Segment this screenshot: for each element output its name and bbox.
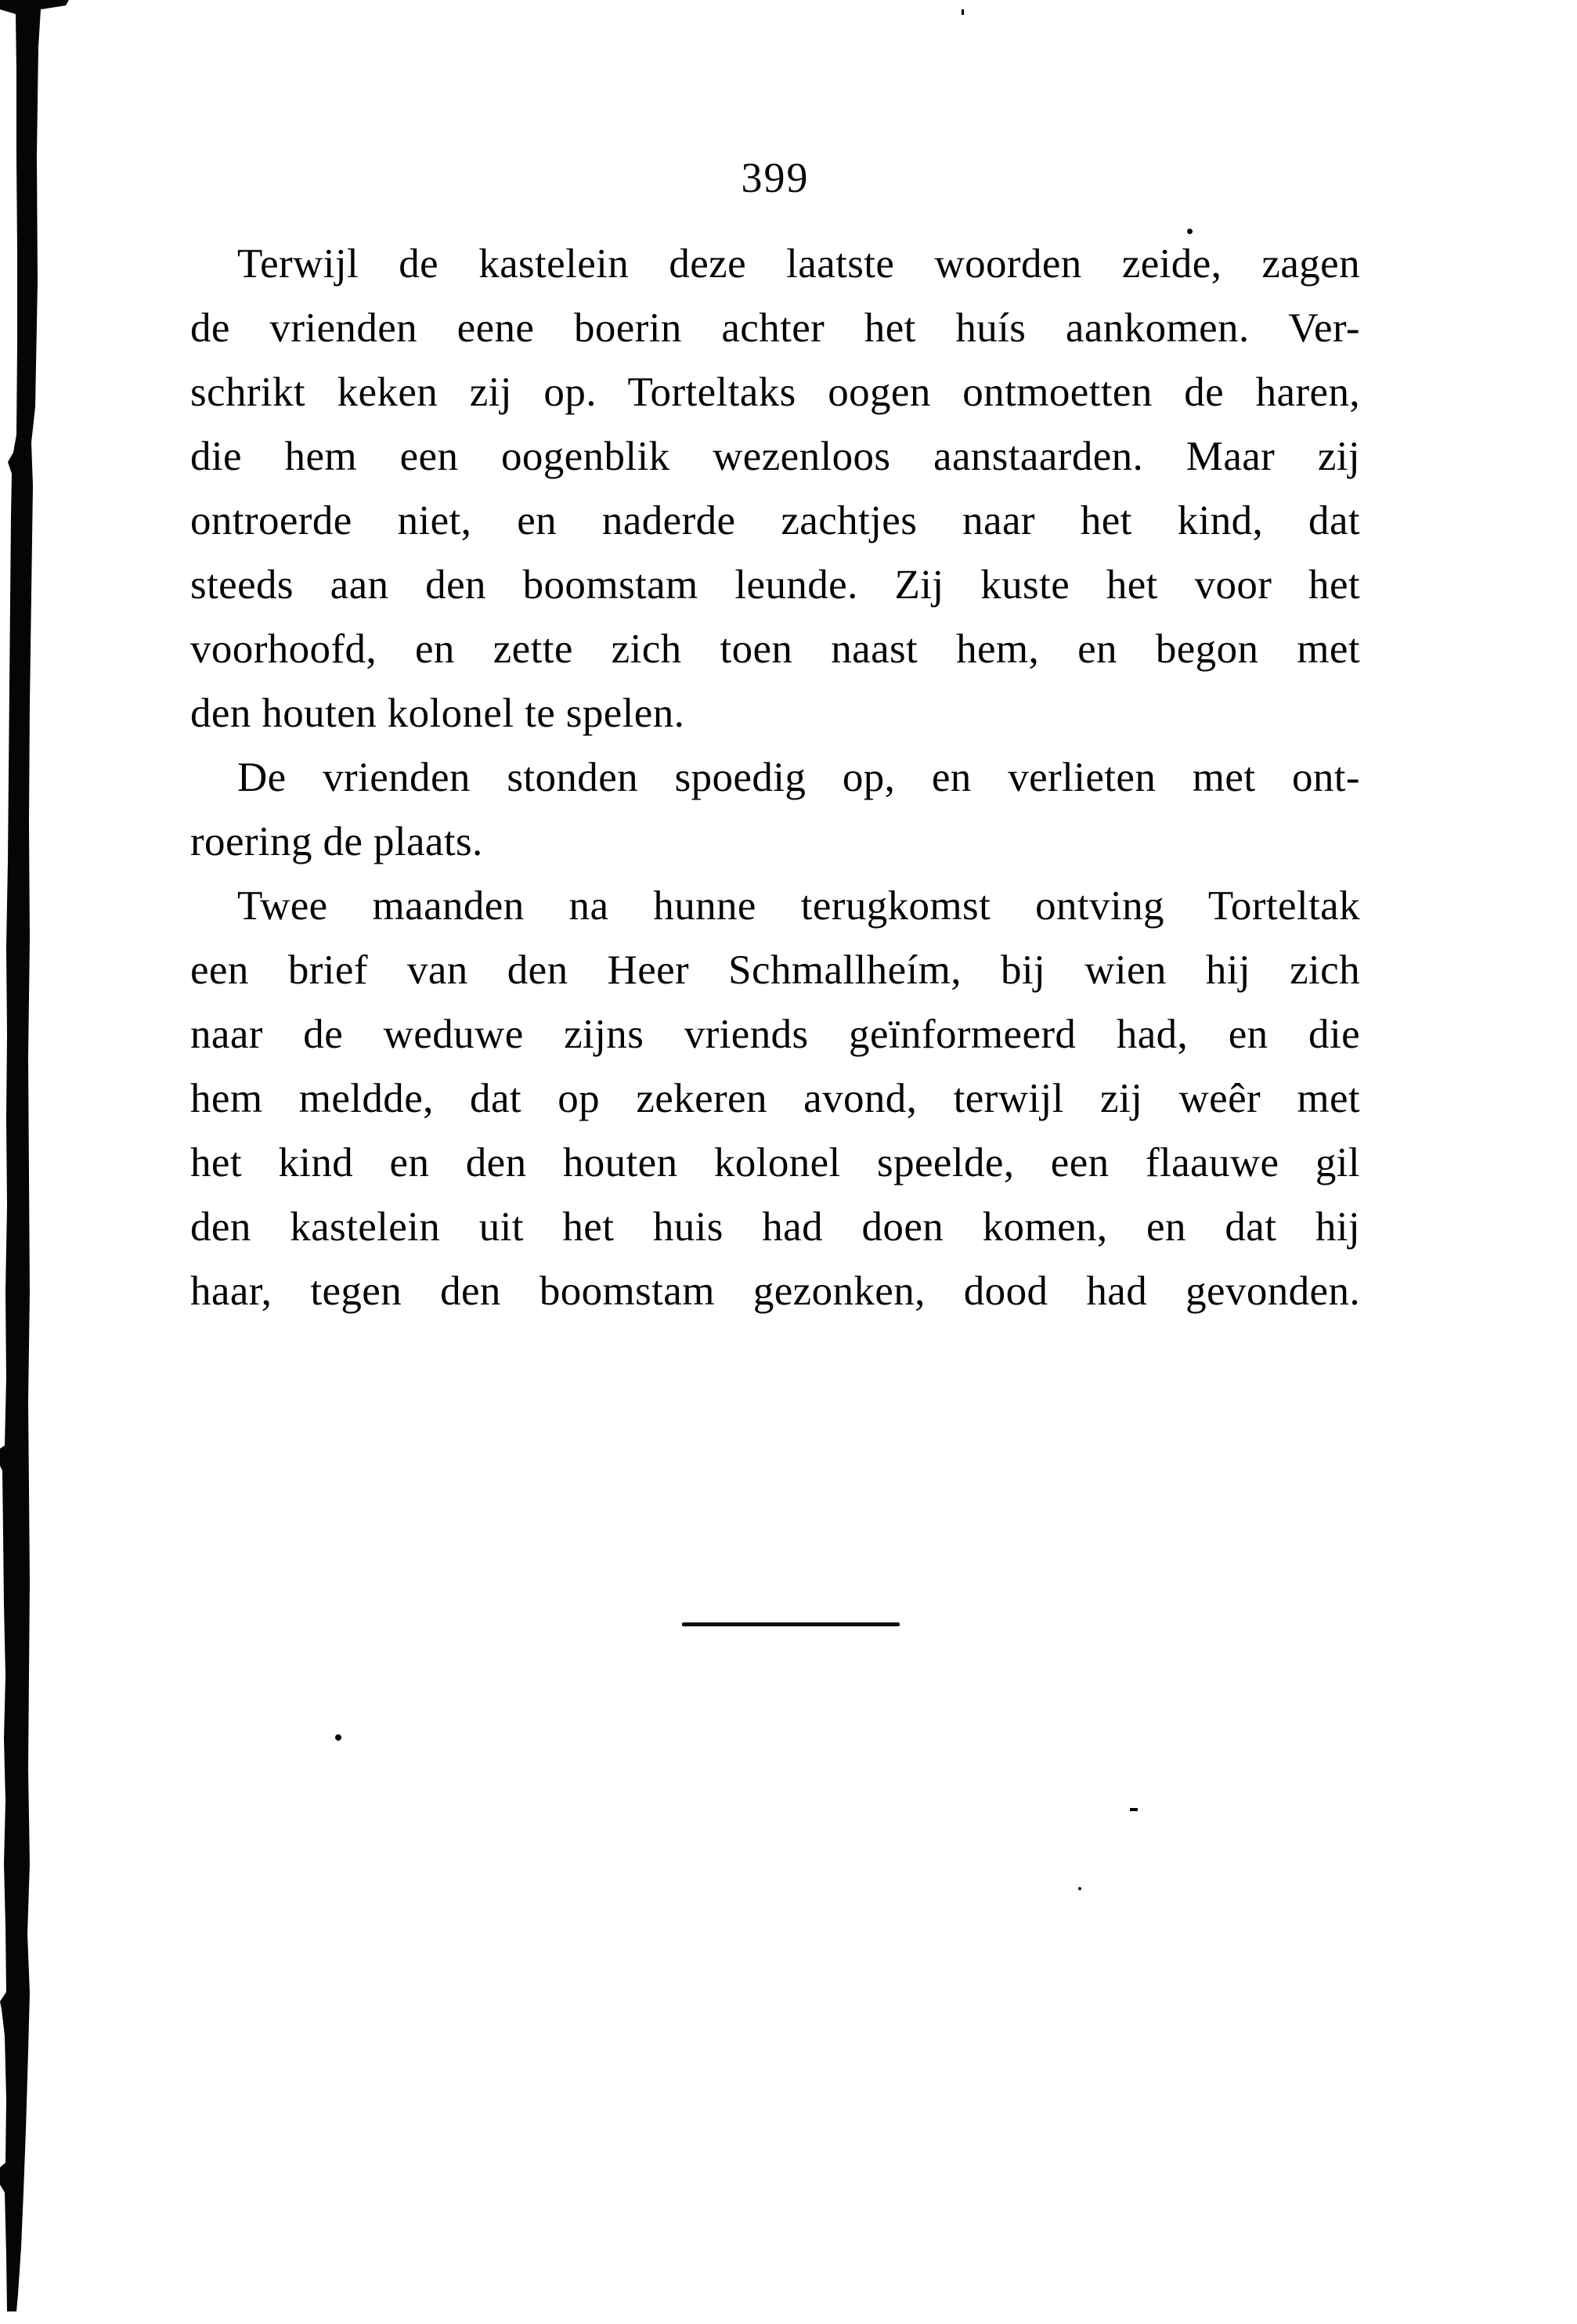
text-line: naar de weduwe zijns vriends geïnformeerd had, en die — [190, 1012, 1360, 1057]
text-line: den houten kolonel te spelen. — [190, 691, 685, 736]
text-line: steeds aan den boomstam leunde. Zij kuste het voor het — [190, 562, 1360, 608]
body-text — [190, 232, 1360, 1323]
ink-speck — [1130, 1808, 1138, 1811]
text-line: den kastelein uit het huis had doen komen, en dat hij — [190, 1204, 1360, 1250]
ink-speck — [1078, 1887, 1081, 1890]
text-line: Twee maanden na hunne terugkomst ontving Torteltak — [237, 883, 1360, 929]
text-line: de vrienden eene boerin achter het huís aankomen. Ver- — [190, 305, 1360, 351]
text-line: voorhoofd, en zette zich toen naast hem, en begon met — [190, 626, 1360, 672]
text-line: haar, tegen den boomstam gezonken, dood had gevonden. — [190, 1268, 1360, 1314]
section-divider — [682, 1622, 900, 1626]
text-line: schrikt keken zij op. Torteltaks oogen ontmoetten de haren, — [190, 370, 1360, 415]
text-line: ontroerde niet, en naderde zachtjes naar het kind, dat — [190, 498, 1360, 543]
text-line: die hem een oogenblik wezenloos aanstaarden. Maar zij — [190, 434, 1360, 479]
page-number: 399 — [741, 154, 810, 201]
ink-speck — [962, 9, 964, 15]
ink-speck — [335, 1734, 341, 1741]
text-line: Terwijl de kastelein deze laatste woorden zeide, zagen — [237, 241, 1360, 287]
text-line: een brief van den Heer Schmallheím, bij wien hij zich — [190, 947, 1360, 993]
ink-speck — [1187, 229, 1193, 234]
text-line: het kind en den houten kolonel speelde, een flaauwe gil — [190, 1140, 1360, 1185]
text-line: hem meldde, dat op zekeren avond, terwijl zij weêr met — [190, 1076, 1360, 1121]
text-line: roering de plaats. — [190, 819, 483, 864]
text-line: De vrienden stonden spoedig op, en verlieten met ont- — [237, 755, 1360, 800]
